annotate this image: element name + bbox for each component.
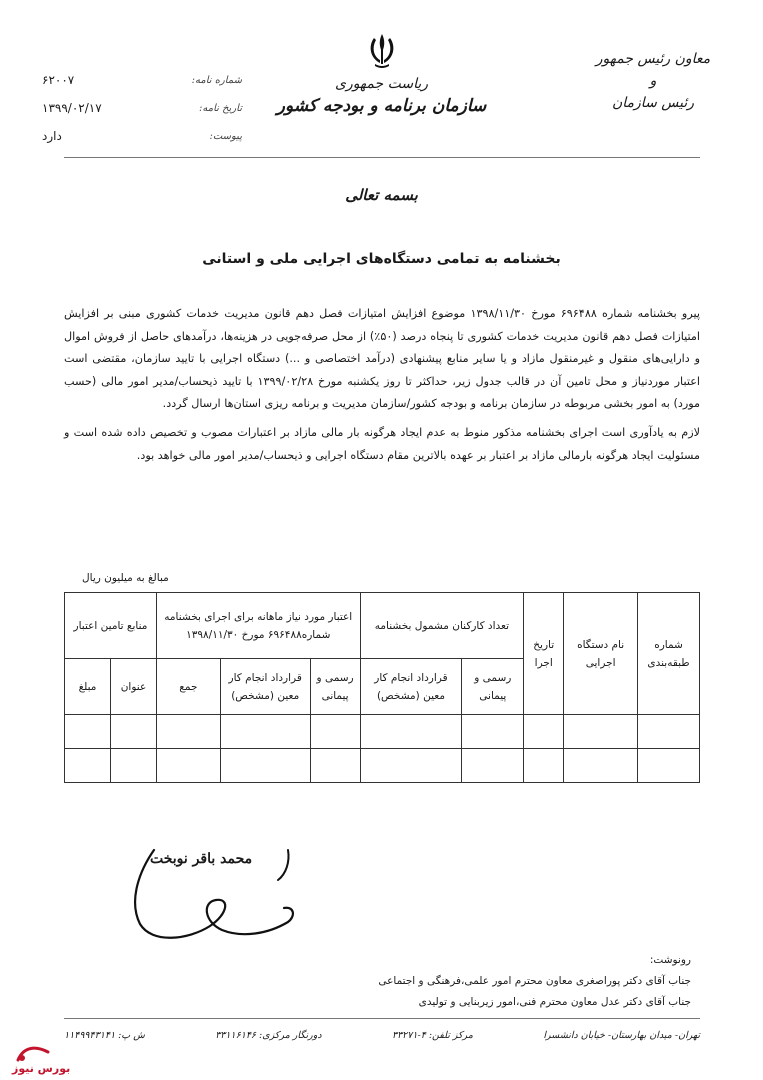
footer-fax: دورنگار مرکزی: ۳۳۱۱۶۱۴۶: [215, 1030, 322, 1041]
body-paragraph-1: پیرو بخشنامه شماره ۶۹۶۴۸۸ مورخ ۱۳۹۸/۱۱/۳۰ موضوع افزایش امتیازات فصل دهم قانون مدیریت خدمات کشوری مبنی بر افزایش امتیازات فصل دهم قانون مدیریت خدمات کشوری تا پنجاه درصد (۵۰٪) از محل صرفه‌جویی در هزینه‌ها، درآمدهای حاصل از فروش اموال و دارایی‌های منقول و غیرمنقول مازاد و یا سایر منابع پیشنهادی (درآمد اختصاصی و ...) دستگاه اجرایی با تایید سازمان، مقتضی است اعتبار موردنیاز و محل تامین آن در قالب جدول زیر، حداکثر تا روز یکشنبه مورخ ۱۳۹۹/۰۲/۲۸ با تایید ذیحساب/مدیر امور مالی (حسب مورد) به امور بخشی مربوطه در سازمان برنامه و بودجه کشور/سازمان مدیریت و برنامه ریزی استان‌ها ارسال گردد.: [64, 307, 700, 411]
body-paragraph-2: لازم به یادآوری است اجرای بخشنامه مذکور منوط به عدم ایجاد هرگونه بار مالی مازاد بر اعتبارات مصوب و تخصیص داده شده است و مسئولیت ایجاد هرگونه بارمالی مازاد بر اعتبار بر عهده بالاترین مقام دستگاه اجرایی و ذیحساب/مدیر امور مالی خواهد بود.: [64, 425, 700, 462]
table-cell: [564, 749, 638, 783]
watermark-logo-icon: [14, 1042, 52, 1064]
table-cell: [156, 749, 220, 783]
meta-label: تاریخ نامه:: [199, 102, 242, 114]
table-cell: [220, 715, 310, 749]
table-header-row: [65, 593, 700, 659]
issuer-line-1: معاون رئیس جمهور: [595, 51, 711, 67]
cc-line-2: جناب آقای دکتر عدل معاون محترم فنی،امور زیربنایی و تولیدی: [418, 996, 691, 1008]
letter-body: [64, 303, 700, 473]
table-cell: [360, 715, 462, 749]
table-cell: [524, 715, 564, 749]
table-cell: [310, 715, 360, 749]
table-cell: [462, 749, 524, 783]
footer-phone: مرکز تلفن: ۴-۳۳۲۷۱: [391, 1030, 473, 1041]
table-cell: [524, 749, 564, 783]
meta-label: شماره نامه:: [191, 74, 242, 86]
meta-row-date: [42, 94, 242, 122]
table-cell: [65, 715, 111, 749]
th-source-amount: مبلغ: [65, 659, 111, 715]
table-cell: [462, 715, 524, 749]
signer-name: محمد باقر نوبخت: [150, 851, 253, 867]
table-cell: [156, 715, 220, 749]
iran-emblem-icon: [362, 30, 402, 70]
meta-label: پیوست:: [209, 130, 242, 142]
table-cell: [638, 715, 700, 749]
th-staff-official: رسمی و پیمانی: [462, 659, 524, 715]
th-staff: تعداد کارکنان مشمول بخشنامه: [360, 593, 524, 659]
th-source: منابع تامین اعتبار: [65, 593, 157, 659]
footer-divider: [64, 1018, 700, 1019]
carbon-copy: [271, 950, 691, 1013]
table-cell: [65, 749, 111, 783]
basmala: بسمه تعالی: [345, 186, 418, 204]
th-credit-contract: قرارداد انجام کار معین (مشخص): [220, 659, 310, 715]
letter-attachment: دارد: [42, 129, 62, 143]
table-row: [65, 715, 700, 749]
cc-heading: رونوشت:: [649, 954, 691, 966]
header-divider: [64, 157, 700, 158]
footer-postcode: ش پ: ۱۱۴۹۹۴۳۱۴۱: [64, 1030, 145, 1041]
footer-address: تهران- میدان بهارستان- خیابان دانشسرا: [543, 1030, 700, 1041]
table-cell: [360, 749, 462, 783]
th-credit-total: جمع: [156, 659, 220, 715]
letter-number: ۶۲۰۰۷: [42, 73, 75, 87]
letter-meta: [42, 66, 242, 150]
credit-table: [64, 592, 700, 783]
issuer-line-3: رئیس سازمان: [612, 95, 694, 111]
table-cell: [111, 715, 157, 749]
watermark: بورس نیوز: [12, 1062, 71, 1075]
footer: [64, 1030, 700, 1041]
th-agency: نام دستگاه اجرایی: [564, 593, 638, 715]
issuer-line-2: و: [649, 73, 657, 89]
table-cell: [310, 749, 360, 783]
table-cell: [564, 715, 638, 749]
organization-name: سازمان برنامه و بودجه کشور: [276, 96, 487, 116]
meta-row-attachment: [42, 122, 242, 150]
table-cell: [220, 749, 310, 783]
cc-line-1: جناب آقای دکتر پوراصغری معاون محترم امور علمی،فرهنگی و اجتماعی: [378, 975, 691, 987]
document-title: بخشنامه به تمامی دستگاه‌های اجرایی ملی و استانی: [202, 251, 561, 267]
th-credit-official: رسمی و پیمانی: [310, 659, 360, 715]
presidency-label: ریاست جمهوری: [334, 76, 428, 92]
table-cell: [111, 749, 157, 783]
th-source-title: عنوان: [111, 659, 157, 715]
table-cell: [638, 749, 700, 783]
unit-note: مبالغ به میلیون ریال: [82, 572, 169, 584]
th-exec-date: تاریخ اجرا: [524, 593, 564, 715]
th-credit: اعتبار مورد نیاز ماهانه برای اجرای بخشنامه شماره۶۹۶۴۸۸ مورخ ۱۳۹۸/۱۱/۳۰: [156, 593, 360, 659]
meta-row-number: [42, 66, 242, 94]
th-staff-contract: قرارداد انجام کار معین (مشخص): [360, 659, 462, 715]
letter-date: ۱۳۹۹/۰۲/۱۷: [42, 101, 102, 115]
th-class-no: شماره طبقه‌بندی: [638, 593, 700, 715]
table-row: [65, 749, 700, 783]
